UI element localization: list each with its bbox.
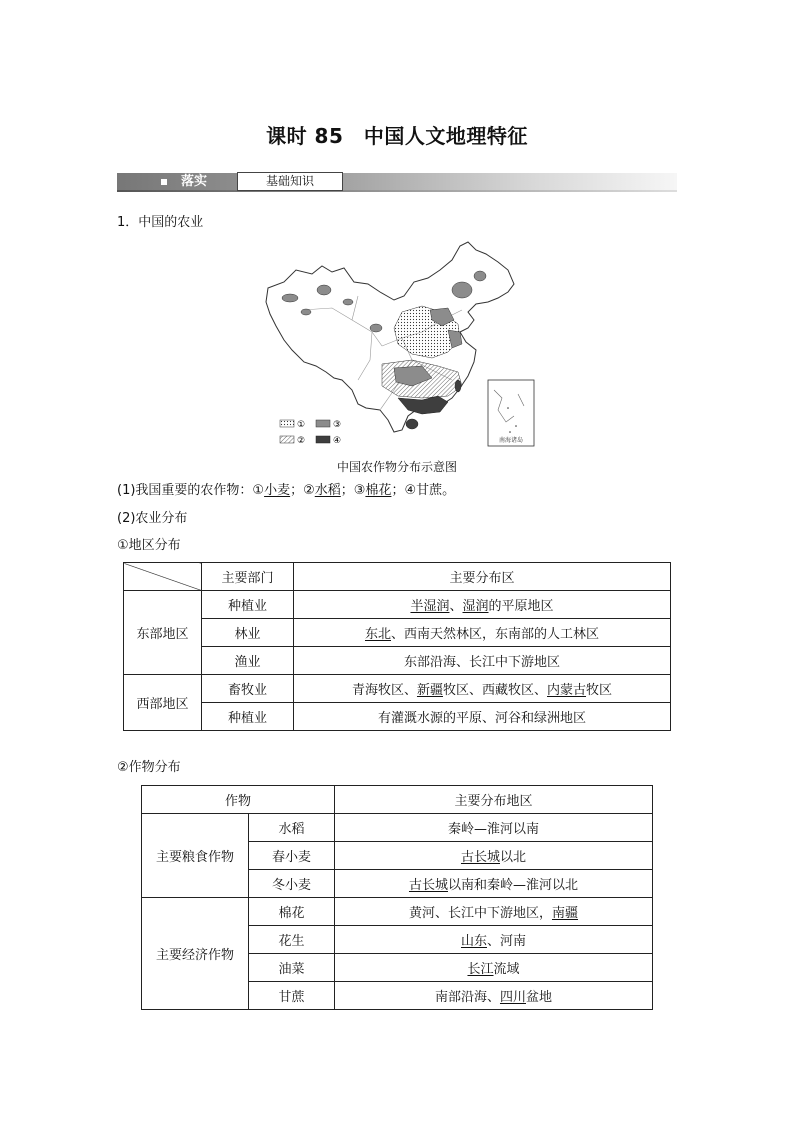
text-fragment: 流域 bbox=[493, 962, 520, 977]
text-fragment: 牧区 bbox=[586, 683, 613, 698]
banner-underline bbox=[117, 190, 677, 192]
text-fragment: 青海牧区、 bbox=[351, 683, 417, 698]
text-fragment: 、河南 bbox=[487, 934, 527, 949]
text-fragment: 以南和秦岭—淮河以北 bbox=[448, 878, 579, 893]
area-cell bbox=[335, 898, 653, 926]
answer: 东北 bbox=[364, 627, 391, 642]
table-row bbox=[124, 703, 671, 731]
answer: 四川 bbox=[499, 990, 526, 1005]
dept-cell: 渔业 bbox=[202, 647, 294, 675]
answer-rice: 水稻 bbox=[314, 483, 341, 498]
banner-tag: 落实 bbox=[181, 174, 208, 189]
answer: 内蒙古 bbox=[547, 683, 587, 698]
header-cell: 主要分布地区 bbox=[335, 786, 653, 814]
map-legend bbox=[280, 420, 341, 446]
legend-label: ③ bbox=[333, 420, 342, 430]
dept-cell: 种植业 bbox=[202, 591, 294, 619]
area-cell bbox=[294, 591, 671, 619]
table-row bbox=[142, 898, 653, 926]
inset-label: 南海诸岛 bbox=[498, 437, 524, 444]
answer: 山东 bbox=[460, 934, 487, 949]
answer: 长江 bbox=[467, 962, 494, 977]
legend-label: ④ bbox=[333, 436, 342, 446]
text-fragment: ；② bbox=[290, 483, 315, 498]
regional-distribution-table bbox=[123, 562, 671, 731]
region-cell: 西部地区 bbox=[124, 675, 202, 731]
crop-cell: 棉花 bbox=[249, 898, 335, 926]
section-banner bbox=[117, 172, 677, 192]
subheading-crops: ②作物分布 bbox=[117, 760, 181, 775]
text-fragment: 盆地 bbox=[526, 990, 553, 1005]
area-cell bbox=[294, 675, 671, 703]
text-fragment: 、西南天然林区，东南部的人工林区 bbox=[391, 627, 600, 642]
text-fragment: 南部沿海、 bbox=[434, 990, 500, 1005]
crop-cell: 油菜 bbox=[249, 954, 335, 982]
table-row bbox=[124, 675, 671, 703]
legend-label: ① bbox=[297, 420, 306, 430]
table-row bbox=[124, 591, 671, 619]
area-cell: 秦岭—淮河以南 bbox=[335, 814, 653, 842]
table-header-row bbox=[124, 563, 671, 591]
crop-distribution-table bbox=[141, 785, 653, 1010]
square-bullet-icon bbox=[161, 179, 167, 185]
area-cell bbox=[335, 842, 653, 870]
crop-cell: 甘蔗 bbox=[249, 982, 335, 1010]
area-cell: 有灌溉水源的平原、河谷和绿洲地区 bbox=[294, 703, 671, 731]
header-cell: 主要分布区 bbox=[294, 563, 671, 591]
area-cell bbox=[335, 870, 653, 898]
answer-wheat: 小麦 bbox=[264, 483, 291, 498]
text-fragment: 、 bbox=[449, 599, 463, 614]
answer: 半湿润 bbox=[410, 599, 450, 614]
crop-cell: 冬小麦 bbox=[249, 870, 335, 898]
area-cell: 东部沿海、长江中下游地区 bbox=[294, 647, 671, 675]
diagonal-header-cell bbox=[124, 563, 202, 591]
text-fragment: 以北 bbox=[500, 850, 527, 865]
dept-cell: 种植业 bbox=[202, 703, 294, 731]
dept-cell: 畜牧业 bbox=[202, 675, 294, 703]
answer: 新疆 bbox=[416, 683, 443, 698]
section-heading: 1．中国的农业 bbox=[117, 215, 204, 230]
region-cell: 东部地区 bbox=[124, 591, 202, 675]
text-fragment: 黄河、长江中下游地区， bbox=[408, 906, 552, 921]
area-cell bbox=[335, 926, 653, 954]
subheading-regional: ①地区分布 bbox=[117, 538, 181, 553]
crops-sentence bbox=[117, 482, 455, 500]
china-outline bbox=[266, 242, 514, 432]
answer: 古长城 bbox=[460, 850, 500, 865]
text-fragment: ；④甘蔗。 bbox=[391, 483, 456, 498]
text-fragment: ；③ bbox=[340, 483, 366, 498]
banner-box: 基础知识 bbox=[237, 172, 343, 191]
text-fragment: 的平原地区 bbox=[488, 599, 554, 614]
map-caption: 中国农作物分布示意图 bbox=[336, 460, 457, 474]
answer: 湿润 bbox=[462, 599, 489, 614]
table-row bbox=[142, 814, 653, 842]
answer: 南疆 bbox=[552, 906, 579, 921]
header-cell: 主要部门 bbox=[202, 563, 294, 591]
header-cell: 作物 bbox=[142, 786, 335, 814]
table-row bbox=[124, 619, 671, 647]
category-cell: 主要粮食作物 bbox=[142, 814, 249, 898]
dept-cell: 林业 bbox=[202, 619, 294, 647]
crop-cell: 花生 bbox=[249, 926, 335, 954]
china-crop-map bbox=[262, 240, 538, 450]
area-cell bbox=[335, 982, 653, 1010]
crop-cell: 春小麦 bbox=[249, 842, 335, 870]
text-fragment: 牧区、西藏牧区、 bbox=[442, 683, 547, 698]
answer-cotton: 棉花 bbox=[365, 483, 392, 498]
text-fragment: (1)我国重要的农作物：① bbox=[117, 483, 265, 498]
legend-label: ② bbox=[297, 436, 306, 446]
table-row bbox=[124, 647, 671, 675]
subheading-distribution: (2)农业分布 bbox=[117, 511, 188, 526]
area-cell bbox=[294, 619, 671, 647]
answer: 古长城 bbox=[408, 878, 448, 893]
category-cell: 主要经济作物 bbox=[142, 898, 249, 1010]
table-header-row bbox=[142, 786, 653, 814]
page-title: 课时 85 中国人文地理特征 bbox=[266, 124, 528, 148]
area-cell bbox=[335, 954, 653, 982]
crop-cell: 水稻 bbox=[249, 814, 335, 842]
